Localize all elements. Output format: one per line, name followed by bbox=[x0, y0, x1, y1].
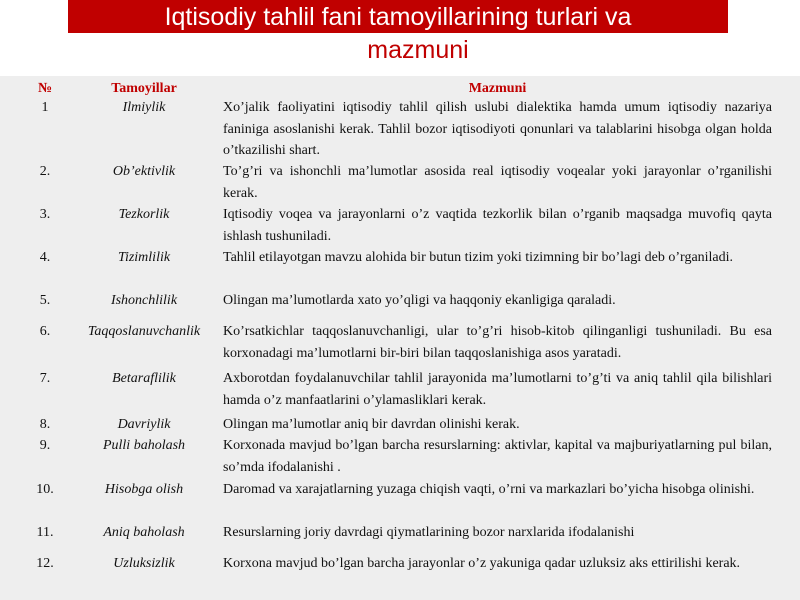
row-content: Olingan ma’lumotlarda xato yo’qligi va haqqoniy ekanligiga qaraladi. bbox=[223, 293, 616, 308]
row-principle: Taqqoslanuvchanlik bbox=[87, 324, 201, 339]
row-principle: Hisobga olish bbox=[104, 482, 184, 497]
row-principle: Betaraflilik bbox=[112, 371, 176, 386]
row-number: 10. bbox=[36, 482, 54, 497]
row-principle: Pulli baholash bbox=[102, 438, 186, 453]
row-number: 8. bbox=[39, 417, 51, 432]
row-number: 12. bbox=[36, 556, 54, 571]
row-number: 9. bbox=[39, 438, 51, 453]
row-number: 3. bbox=[39, 207, 51, 222]
slide-title bbox=[0, 0, 800, 70]
row-number: 2. bbox=[39, 164, 51, 179]
row-principle: Aniq baholash bbox=[103, 525, 185, 540]
header-principles: Tamoyillar bbox=[111, 81, 177, 96]
row-content: Xo’jalik faoliyatini iqtisodiy tahlil qilish uslubi dialektika hamda umum iqtisodiy nazariya faniniga asoslanishi kerak. Tahlil bozor iqtisodiyoti qonunlari va talablarini hisobga olgan holda o’tkazilishi shart. bbox=[223, 100, 772, 158]
row-content: Axborotdan foydalanuvchilar tahlil jarayonida ma’lumotlarni to’g’ti va aniq tahlil qila bilishlari hamda o’z manfaatlarini o’ylamasliklari kerak. bbox=[223, 371, 772, 408]
row-content: To’g’ri va ishonchli ma’lumotlar asosida real iqtisodiy voqealar yoki jarayonlar o’rganilishi kerak. bbox=[223, 164, 772, 201]
row-number: 5. bbox=[39, 293, 51, 308]
row-number: 4. bbox=[39, 250, 51, 265]
header-number: № bbox=[37, 81, 53, 96]
row-content: Ko’rsatkichlar taqqoslanuvchanligi, ular to’g’ri hisob-kitob qilinganligi tushuniladi. Bu esa korxonadagi ma’lumotlarni bir-biri bilan taqqoslanishiga asos yaratadi. bbox=[223, 324, 772, 361]
row-number: 6. bbox=[39, 324, 51, 339]
row-number: 1 bbox=[41, 100, 49, 115]
title-line-1: Iqtisodiy tahlil fani tamoyillarining turlari va bbox=[164, 3, 632, 31]
row-principle: Uzluksizlik bbox=[113, 556, 175, 571]
row-number: 11. bbox=[36, 525, 54, 540]
row-content: Daromad va xarajatlarning yuzaga chiqish vaqti, o’rni va markazlari bo’yicha hisobga olinishi. bbox=[223, 482, 755, 497]
row-content: Korxonada mavjud bo’lgan barcha resurslarning: aktivlar, kapital va majburiyatlarning pul bilan, so’mda ifodalanishi . bbox=[223, 438, 772, 475]
row-content: Tahlil etilayotgan mavzu alohida bir butun tizim yoki tizimning bir bo’lagi deb o’rganiladi. bbox=[223, 250, 734, 265]
row-content: Korxona mavjud bo’lgan barcha jarayonlar o’z yakuniga qadar uzluksiz aks ettirilishi kerak. bbox=[223, 556, 741, 571]
row-principle: Tizimlilik bbox=[117, 250, 171, 265]
row-number: 7. bbox=[39, 371, 51, 386]
row-content: Iqtisodiy voqea va jarayonlarni o’z vaqtida tezkorlik bilan o’rganib maqsadga muvofiq qayta ishlash tushuniladi. bbox=[223, 207, 772, 244]
row-principle: Ob’ektivlik bbox=[112, 164, 176, 179]
header-content: Mazmuni bbox=[468, 81, 527, 96]
row-principle: Tezkorlik bbox=[118, 207, 170, 222]
row-principle: Ishonchlilik bbox=[110, 293, 178, 308]
row-content: Resurslarning joriy davrdagi qiymatlarining bozor narxlarida ifodalanishi bbox=[223, 525, 635, 540]
row-principle: Davriylik bbox=[117, 417, 171, 432]
row-content: Olingan ma’lumotlar aniq bir davrdan olinishi kerak. bbox=[223, 417, 520, 432]
title-line-2: mazmuni bbox=[367, 36, 469, 64]
row-principle: Ilmiylik bbox=[122, 100, 166, 115]
principles-table bbox=[0, 76, 800, 600]
